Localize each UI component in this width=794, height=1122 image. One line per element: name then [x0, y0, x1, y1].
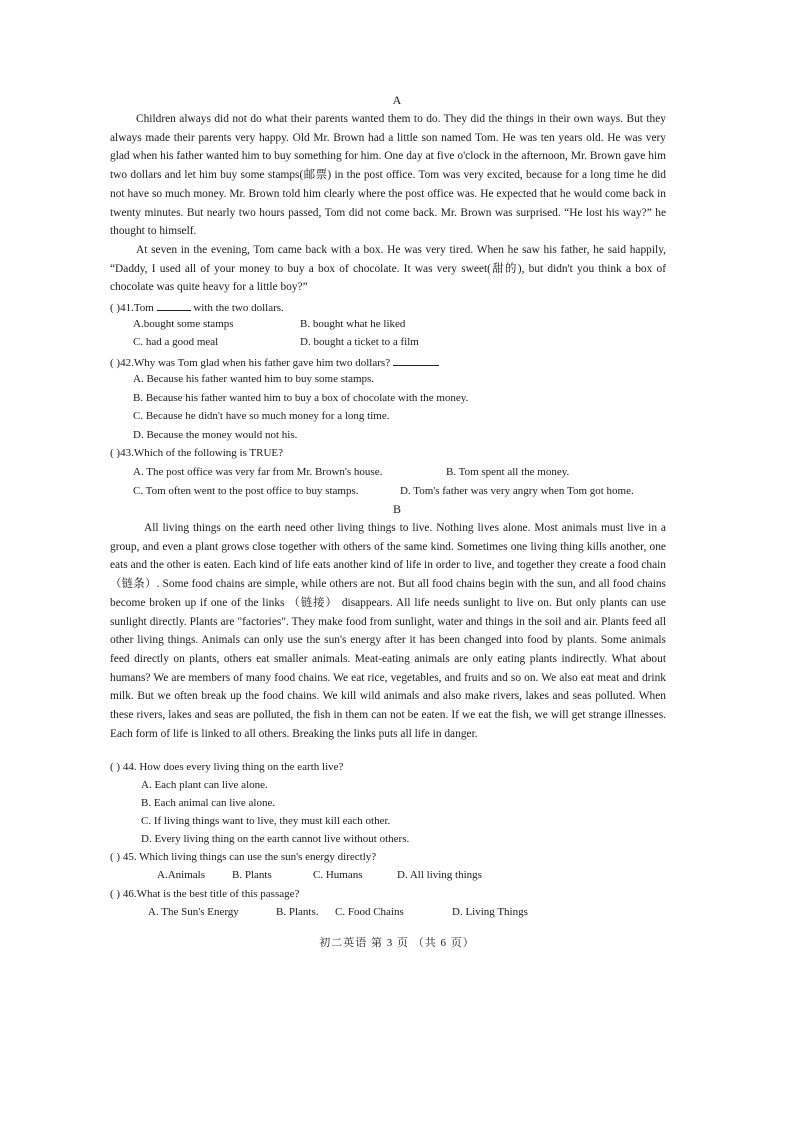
question-44: ( ) 44. How does every living thing on the earth live?: [110, 761, 344, 773]
question-42: [110, 355, 439, 369]
q43-option-b: B. Tom spent all the money.: [446, 466, 570, 478]
passage-a-paragraph-1: Children always did not do what their parents wanted them to do. They did the things in their own ways. But they always made their parents very happy. Old Mr. Brown had a little son named Tom. He was ten years old. He was very glad when his father wanted him to buy something for him. One day at five o'clock in the afternoon, Mr. Brown gave him two dollars and let him buy some stamps(邮票) in the post office. Tom was very excited, because for a long time he did not have so much money. Mr. Brown told him clearly where the post office was. He expected that he would come back in twenty minutes. But nearly two hours passed, Tom did not come back. Mr. Brown was surprised. “He lost his way?” he thought to himself.: [110, 113, 666, 238]
q46-option-c: C. Food Chains: [335, 906, 404, 918]
q43-option-a: A. The post office was very far from Mr. Brown's house.: [133, 466, 383, 478]
q41-option-a: A.bought some stamps: [133, 318, 234, 330]
q46-option-b: B. Plants.: [276, 906, 319, 918]
answer-blank: [157, 300, 191, 311]
q41-option-d: D. bought a ticket to a film: [300, 336, 419, 348]
q44-option-a: A. Each plant can live alone.: [141, 779, 268, 791]
answer-blank: [393, 355, 439, 366]
question-43: ( )43.Which of the following is TRUE?: [110, 447, 284, 459]
q42-option-d: D. Because the money would not his.: [133, 429, 298, 441]
q45-option-c: C. Humans: [313, 869, 363, 881]
q42-option-c: C. Because he didn't have so much money for a long time.: [133, 410, 390, 422]
question-41-suffix: with the two dollars.: [193, 302, 284, 314]
q45-option-d: D. All living things: [397, 869, 482, 881]
q42-option-b: B. Because his father wanted him to buy a box of chocolate with the money.: [133, 392, 469, 404]
passage-a-paragraph-2: At seven in the evening, Tom came back with a box. He was very tired. When he saw his father, he said happily, “Daddy, I used all of your money to buy a box of chocolate. It was very sweet(甜的), but didn't you think a box of chocolate was quite heavy for a little boy?”: [110, 244, 666, 294]
q45-option-b: B. Plants: [232, 869, 272, 881]
q44-option-d: D. Every living thing on the earth cannot live without others.: [141, 833, 410, 845]
question-45: ( ) 45. Which living things can use the sun's energy directly?: [110, 851, 377, 863]
q41-option-c: C. had a good meal: [133, 336, 219, 348]
q42-option-a: A. Because his father wanted him to buy some stamps.: [133, 373, 375, 385]
q41-option-b: B. bought what he liked: [300, 318, 406, 330]
q43-option-d: D. Tom's father was very angry when Tom got home.: [400, 485, 634, 497]
q44-option-b: B. Each animal can live alone.: [141, 797, 276, 809]
question-41: [110, 300, 284, 314]
question-46: ( ) 46.What is the best title of this passage?: [110, 888, 300, 900]
q46-option-a: A. The Sun's Energy: [148, 906, 239, 918]
q43-option-c: C. Tom often went to the post office to buy stamps.: [133, 485, 359, 497]
passage-b-paragraph: All living things on the earth need other living things to live. Nothing lives alone. Most animals must live in a group, and even a plant grows close together with others of the same kind. Sometimes one living thing kills another, one eats and the other is eaten. Each kind of life eats another kind of life in order to live, and together they create a food chain （链条）. Some food chains are simple, while others are not. But all food chains begin with the sun, and all food chains become broken up if one of the links （链接） disappears. All life needs sunlight to live on. But only plants can use sunlight directly. Plants are "factories". They make food from sunlight, water and things in the soil and air. Plants feed all other living things. Animals can only use the sun's energy after it has been changed into food by plants. Some animals feed directly on plants, others eat smaller animals. Meat-eating animals are only eating plants indirectly. What about humans? We are members of many food chains. We eat rice, vegetables, and fruits and so on. We also eat meat and drink milk. But we often break up the food chains. We kill wild animals and also make rivers, lakes and seas polluted. When these rivers, lakes and seas are polluted, the fish in them can not be eaten. If we eat the fish, we will get strange illnesses. Each form of life is linked to all others. Breaking the links puts all life in danger.: [110, 522, 666, 740]
page-footer: 初二英语 第 3 页 （共 6 页）: [319, 937, 475, 949]
question-41-prefix: ( )41.Tom: [110, 302, 154, 314]
section-b-title: B: [392, 502, 401, 516]
question-42-text: ( )42.Why was Tom glad when his father gave him two dollars?: [110, 357, 391, 369]
q44-option-c: C. If living things want to live, they must kill each other.: [141, 815, 391, 827]
section-a-title: A: [392, 93, 402, 107]
q45-option-a: A.Animals: [157, 869, 205, 881]
q46-option-d: D. Living Things: [452, 906, 528, 918]
